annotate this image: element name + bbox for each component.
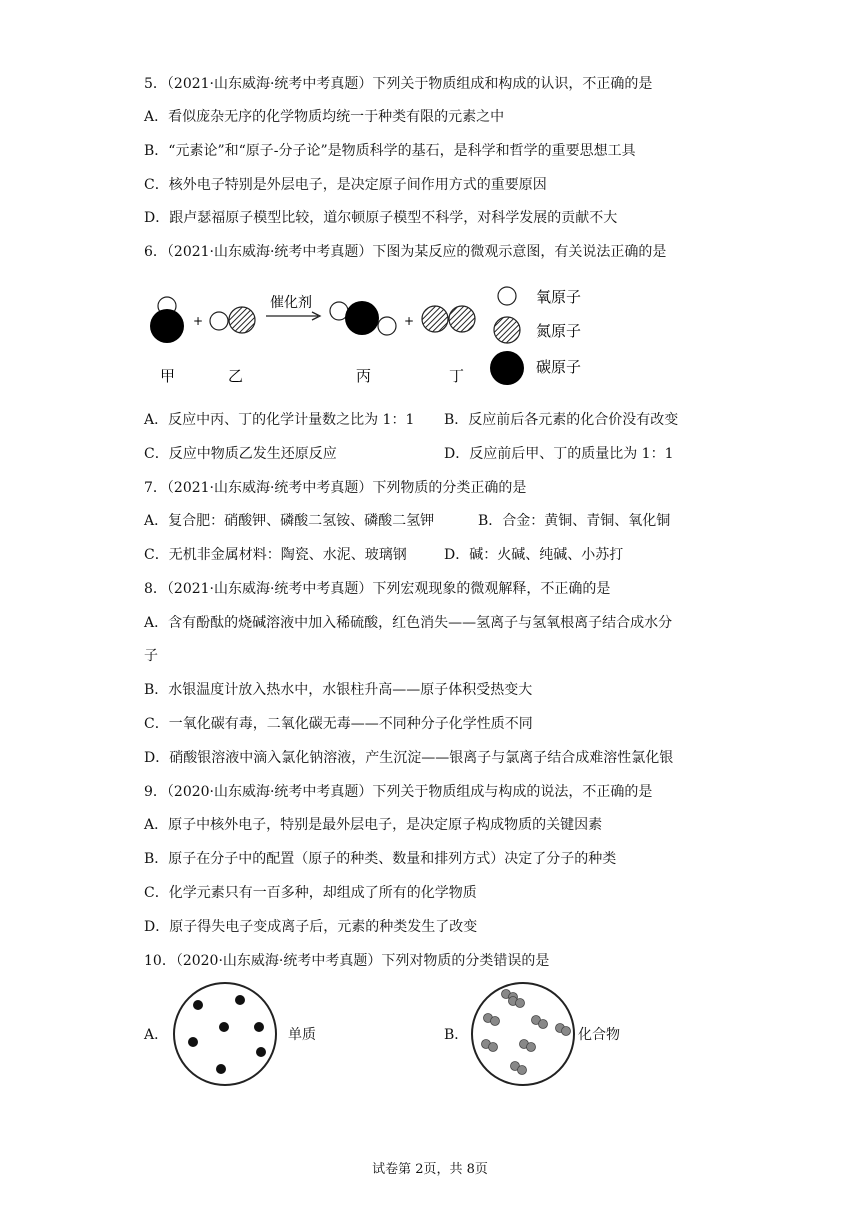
- q5-option-a: A．看似庞杂无序的化学物质均统一于种类有限的元素之中: [144, 109, 505, 125]
- label-ding: 丁: [449, 367, 465, 385]
- q6-option-b: B．反应前后各元素的化合价没有改变: [444, 412, 679, 428]
- q9-option-d: D．原子得失电子变成离子后，元素的种类发生了改变: [144, 919, 478, 935]
- legend-carbon: 碳原子: [536, 358, 582, 376]
- q8-option-c: C．一氧化碳有毒，二氧化碳无毒——不同种分子化学性质不同: [144, 716, 533, 732]
- q5-option-d: D．跟卢瑟福原子模型比较，道尔顿原子模型不科学，对科学发展的贡献不大: [144, 210, 618, 226]
- q10-option-b-label: 化合物: [578, 1027, 620, 1043]
- q6-option-c: C．反应中物质乙发生还原反应: [144, 446, 337, 462]
- q9-option-c: C．化学元素只有一百多种，却组成了所有的化学物质: [144, 885, 477, 901]
- q7-option-b: B．合金：黄铜、青铜、氧化铜: [478, 513, 671, 529]
- q9-stem: 9．（2020·山东威海·统考中考真题）下列关于物质组成与构成的说法，不正确的是: [144, 784, 653, 800]
- q6-option-d: D．反应前后甲、丁的质量比为 1：1: [444, 446, 674, 462]
- q10-stem: 10．（2020·山东威海·统考中考真题）下列对物质的分类错误的是: [144, 953, 550, 969]
- q10-option-a-label: 单质: [288, 1027, 316, 1043]
- q10-diagram-a: [170, 980, 280, 1088]
- plus-sign-2: +: [404, 314, 415, 328]
- q5-stem: 5．（2021·山东威海·统考中考真题）下列关于物质组成和构成的认识，不正确的是: [144, 76, 653, 92]
- molecule-jia: [150, 297, 184, 343]
- molecule-ding: [422, 306, 475, 332]
- plus-sign-1: +: [193, 314, 204, 328]
- molecule-yi: [210, 307, 255, 333]
- q8-option-a: A．含有酚酞的烧碱溶液中加入稀硫酸，红色消失——氢离子与氢氧根离子结合成水分: [144, 615, 673, 631]
- q7-option-a: A．复合肥：硝酸钾、磷酸二氢铵、磷酸二氢钾: [144, 513, 435, 529]
- q5-option-c: C．核外电子特别是外层电子，是决定原子间作用方式的重要原因: [144, 177, 547, 193]
- q7-option-c: C．无机非金属材料：陶瓷、水泥、玻璃钢: [144, 547, 407, 563]
- q8-stem: 8．（2021·山东威海·统考中考真题）下列宏观现象的微观解释，不正确的是: [144, 581, 611, 597]
- legend-oxygen: 氧原子: [536, 288, 582, 306]
- catalyst-arrow: [266, 294, 320, 320]
- label-jia: 甲: [160, 367, 176, 385]
- catalyst-label: 催化剂: [270, 295, 312, 311]
- legend-nitrogen: 氮原子: [536, 322, 582, 340]
- label-bing: 丙: [356, 367, 372, 385]
- q10-diagram-b: [468, 980, 578, 1088]
- q8-option-d: D．硝酸银溶液中滴入氯化钠溶液，产生沉淀——银离子与氯离子结合成难溶性氯化银: [144, 750, 674, 766]
- q6-option-a: A．反应中丙、丁的化学计量数之比为 1：1: [144, 412, 415, 428]
- q6-stem: 6．（2021·山东威海·统考中考真题）下图为某反应的微观示意图，有关说法正确的是: [144, 244, 667, 260]
- q7-option-d: D．碱：火碱、纯碱、小苏打: [444, 547, 624, 563]
- q10-option-a-letter: A．: [144, 1027, 169, 1043]
- q5-option-b: B．“元素论”和“原子-分子论”是物质科学的基石，是科学和哲学的重要思想工具: [144, 143, 636, 159]
- q8-option-a-cont: 子: [144, 648, 158, 664]
- reaction-diagram: [0, 280, 860, 390]
- q9-option-b: B．原子在分子中的配置（原子的种类、数量和排列方式）决定了分子的种类: [144, 851, 617, 867]
- q10-option-b-letter: B．: [444, 1027, 469, 1043]
- q9-option-a: A．原子中核外电子，特别是最外层电子，是决定原子构成物质的关键因素: [144, 817, 603, 833]
- q7-stem: 7．（2021·山东威海·统考中考真题）下列物质的分类正确的是: [144, 480, 527, 496]
- molecule-bing: [330, 301, 396, 335]
- page-footer: 试卷第 2页，共 8页: [372, 1162, 488, 1177]
- q8-option-b: B．水银温度计放入热水中，水银柱升高——原子体积受热变大: [144, 682, 533, 698]
- label-yi: 乙: [228, 367, 244, 385]
- legend: [490, 287, 581, 385]
